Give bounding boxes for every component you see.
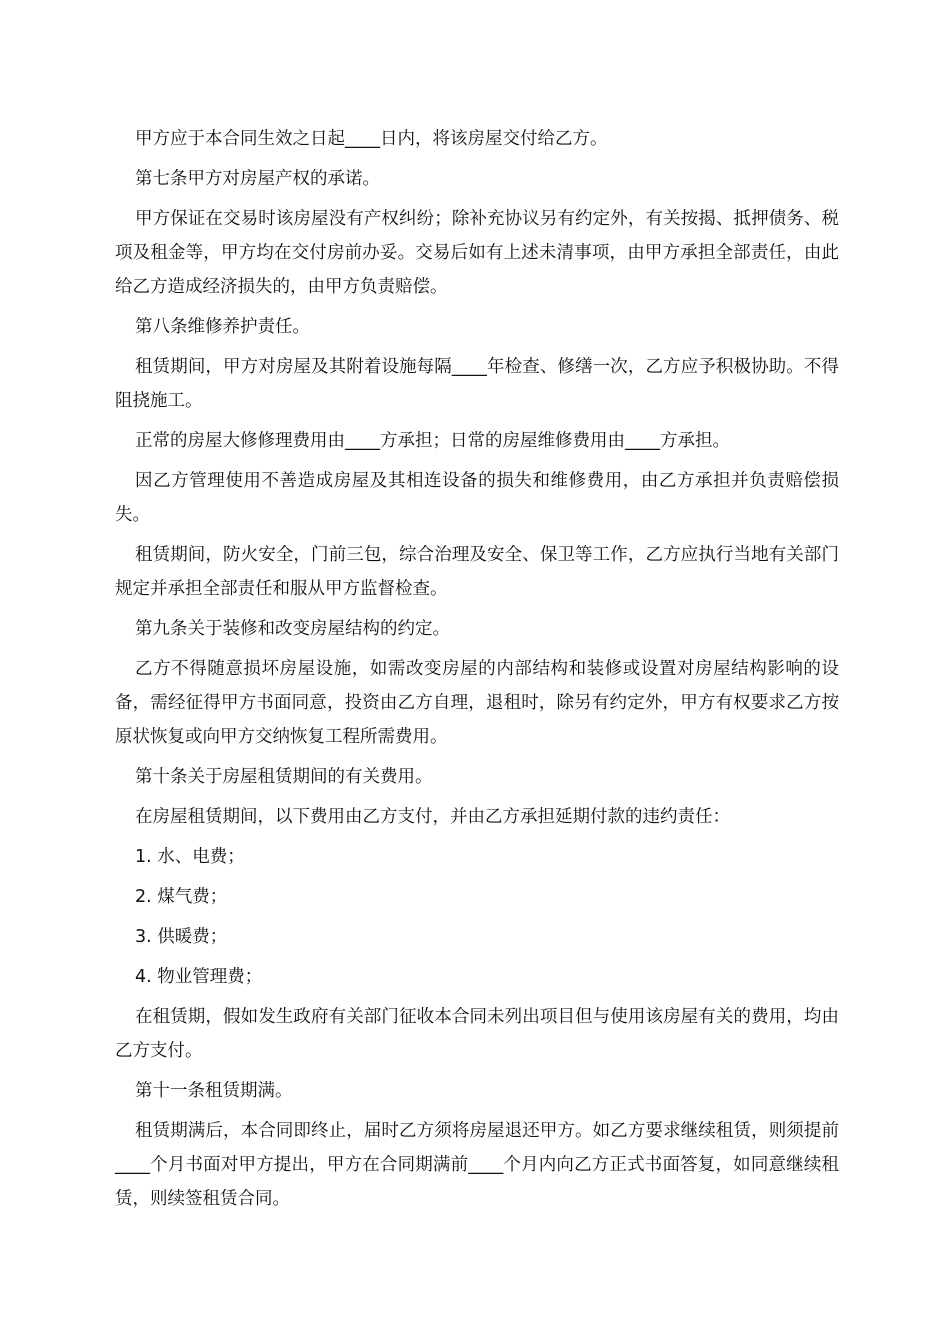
list-item-fee-1: 1. 水、电费； bbox=[135, 847, 245, 867]
heading-article-9: 第九条关于装修和改变房屋结构的约定。 bbox=[135, 619, 450, 639]
heading-article-11: 第十一条租赁期满。 bbox=[135, 1081, 293, 1101]
heading-article-10: 第十条关于房屋租赁期间的有关费用。 bbox=[135, 767, 433, 787]
heading-article-8: 第八条维修养护责任。 bbox=[135, 317, 310, 337]
heading-article-7: 第七条甲方对房屋产权的承诺。 bbox=[135, 169, 380, 189]
document-body bbox=[115, 122, 839, 1222]
paragraph-renovation: 乙方不得随意损坏房屋设施，如需改变房屋的内部结构和装修或设置对房屋结构影响的设备，需经征得甲方书面同意，投资由乙方自理，退租时，除另有约定外，甲方有权要求乙方按原状恢复或向甲方交纳恢复工程所需费用。 bbox=[115, 659, 839, 747]
paragraph-inspection: 租赁期间，甲方对房屋及其附着设施每隔____年检查、修缮一次，乙方应予积极协助。不得阻挠施工。 bbox=[115, 357, 839, 411]
paragraph-title-guarantee: 甲方保证在交易时该房屋没有产权纠纷；除补充协议另有约定外，有关按揭、抵押债务、税项及租金等，甲方均在交付房前办妥。交易后如有上述未清事项，由甲方承担全部责任，由此给乙方造成经济损失的，由甲方负责赔偿。 bbox=[115, 209, 839, 297]
paragraph-delivery-deadline: 甲方应于本合同生效之日起____日内，将该房屋交付给乙方。 bbox=[135, 129, 608, 149]
paragraph-safety-duties: 租赁期间，防火安全，门前三包，综合治理及安全、保卫等工作，乙方应执行当地有关部门规定并承担全部责任和服从甲方监督检查。 bbox=[115, 545, 839, 599]
list-item-fee-2: 2. 煤气费； bbox=[135, 887, 228, 907]
paragraph-fees-intro: 在房屋租赁期间，以下费用由乙方支付，并由乙方承担延期付款的违约责任： bbox=[135, 807, 730, 827]
paragraph-lease-expiry: 租赁期满后，本合同即终止，届时乙方须将房屋退还甲方。如乙方要求继续租赁，则须提前____个月书面对甲方提出，甲方在合同期满前____个月内向乙方正式书面答复，如同意继续租赁，则续签租赁合同。 bbox=[115, 1121, 839, 1209]
list-item-fee-4: 4. 物业管理费； bbox=[135, 967, 263, 987]
paragraph-government-fees: 在租赁期，假如发生政府有关部门征收本合同未列出项目但与使用该房屋有关的费用，均由乙方支付。 bbox=[115, 1007, 839, 1061]
paragraph-damage-liability: 因乙方管理使用不善造成房屋及其相连设备的损失和维修费用，由乙方承担并负责赔偿损失。 bbox=[115, 471, 839, 525]
paragraph-repair-costs: 正常的房屋大修修理费用由____方承担；日常的房屋维修费用由____方承担。 bbox=[135, 431, 730, 451]
list-item-fee-3: 3. 供暖费； bbox=[135, 927, 228, 947]
